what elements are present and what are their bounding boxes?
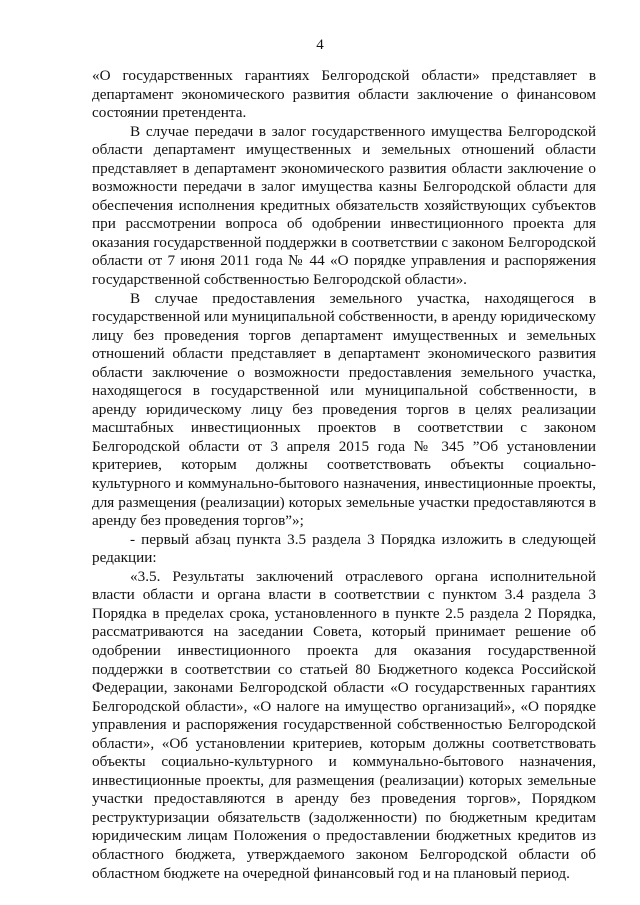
- paragraph-5: «3.5. Результаты заключений отраслевого органа исполнительной власти области и органа власти в соответствии с пунктом 3.4 раздела 3 Порядка в пределах срока, установленного в пункте 2.5 раздела 2 Порядка, рассматриваются на заседании Совета, который принимает решение об одобрении инвестиционного проекта для оказания государственной поддержки в соответствии со статьей 80 Бюджетного кодекса Российской Федерации, законами Белгородской области «О государственных гарантиях Белгородской области», «О налоге на имущество организаций», «О порядке управления и распоряжения государственной собственностью Белгородской области», «Об установлении критериев, которым должны соответствовать объекты социально-культурного и коммунально-бытового назначения, инвестиционные проекты, для размещения (реализации) которых земельные участки предоставляются в аренду без проведения торгов», Порядком реструктуризации обязательств (задолженности) по бюджетным кредитам юридическим лицам Положения о предоставлении бюджетных кредитов из областного бюджета, утверждаемого законом Белгородской области об областном бюджете на очередной финансовый год и на плановый период.: [92, 567, 596, 882]
- paragraph-3: В случае предоставления земельного участка, находящегося в государственной или муниципальной собственности, в аренду юридическому лицу без проведения торгов департамент имущественных и земельных отношений области представляет в департамент экономического развития области заключение о возможности предоставления земельного участка, находящегося в государственной или муниципальной собственности, в аренду юридическому лицу без проведения торгов в целях реализации масштабных инвестиционных проектов в соответствии с законом Белгородской области от 3 апреля 2015 года № 345 ”Об установлении критериев, которым должны соответствовать объекты социально-культурного и коммунально-бытового назначения, инвестиционные проекты, для размещения (реализации) которых земельные участки предоставляются в аренду без проведения торгов”»;: [92, 289, 596, 530]
- paragraph-4: - первый абзац пункта 3.5 раздела 3 Порядка изложить в следующей редакции:: [92, 530, 596, 567]
- document-body: [92, 67, 596, 883]
- paragraph-2: В случае передачи в залог государственного имущества Белгородской области департамент имущественных и земельных отношений области представляет в департамент экономического развития области заключение о возможности передачи в залог имущества казны Белгородской области для обеспечения исполнения кредитных обязательств хозяйствующих субъектов при рассмотрении вопроса об одобрении инвестиционного проекта для оказания государственной поддержки в соответствии с законом Белгородской области от 7 июня 2011 года № 44 «О порядке управления и распоряжения государственной собственностью Белгородской области».: [92, 122, 596, 289]
- page-number: 4: [316, 37, 324, 53]
- paragraph-1: «О государственных гарантиях Белгородской области» представляет в департамент экономического развития области заключение о финансовом состоянии претендента.: [92, 67, 596, 122]
